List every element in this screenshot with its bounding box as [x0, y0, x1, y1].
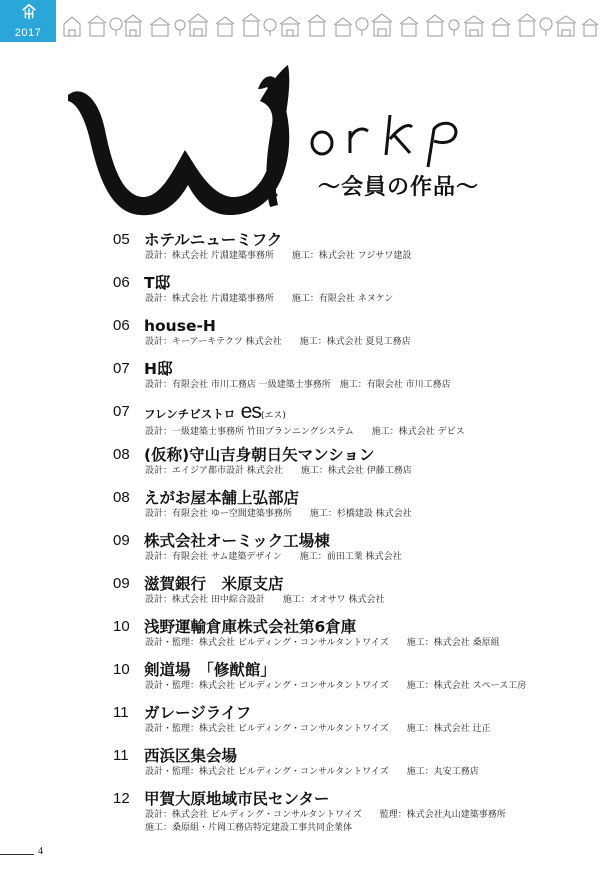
work-title: H邸 — [144, 360, 173, 378]
work-credit: 設計：有限会社 サム建築デザイン 施工：前田工業 株式会社 — [145, 552, 402, 562]
work-title: ガレージライフ — [144, 704, 252, 722]
footer-rule — [0, 854, 34, 855]
page-number: 10 — [113, 661, 130, 678]
work-credit: 設計：有限会社 ゆー空間建築事務所 施工：杉橋建設 株式会社 — [145, 509, 412, 519]
list-item — [113, 359, 451, 392]
footer-page-number: 4 — [38, 846, 43, 857]
page-number: 06 — [113, 274, 130, 291]
work-title: 株式会社オーミック工場棟 — [144, 532, 330, 550]
work-credit: 設計・監理：株式会社 ビルディング・コンサルタントワイズ 施工：株式会社 桑原組 — [145, 638, 500, 648]
year-badge — [0, 0, 56, 42]
page-number: 08 — [113, 489, 130, 506]
list-item — [113, 531, 402, 564]
work-title — [144, 402, 465, 426]
work-title: 西浜区集会場 — [144, 747, 238, 765]
page-number: 07 — [113, 360, 130, 377]
work-credit: 設計：キーアーキテクツ 株式会社 施工：株式会社 夏見工務店 — [145, 337, 411, 347]
work-title: T邸 — [144, 274, 171, 292]
list-item — [113, 488, 412, 521]
work-credit: 施工：桑原組・片岡工務店特定建設工事共同企業体 — [145, 823, 353, 833]
list-item — [113, 617, 500, 650]
list-item — [113, 316, 411, 349]
work-title: 剣道場 「修猷館」 — [144, 661, 276, 679]
page-number: 08 — [113, 446, 130, 463]
page-number: 10 — [113, 618, 130, 635]
work-title: 浅野運輸倉庫株式会社第6倉庫 — [144, 618, 357, 636]
work-credit: 設計・監理：株式会社 ビルディング・コンサルタントワイズ 施工：株式会社 辻正 — [145, 724, 491, 734]
page-number: 09 — [113, 575, 130, 592]
list-item — [113, 445, 412, 478]
work-title: house-H — [144, 317, 216, 335]
works-calligraphy-title — [60, 55, 490, 230]
work-title: 甲賀大原地域市民センター — [144, 790, 330, 808]
page-number: 11 — [113, 704, 129, 721]
work-credit: 設計：一級建築士事務所 竹田プランニングシステム 施工：株式会社 デビス — [145, 427, 465, 437]
list-item — [113, 660, 526, 693]
list-item — [113, 574, 384, 607]
work-title: (仮称)守山吉身朝日矢マンション — [144, 446, 375, 464]
list-item — [113, 402, 465, 439]
work-credit: 設計・監理：株式会社 ビルディング・コンサルタントワイズ 施工：株式会社 スペース工房 — [145, 681, 527, 691]
work-title: えがお屋本舗上弘部店 — [144, 489, 300, 507]
list-item — [113, 746, 479, 779]
page-number: 12 — [113, 790, 130, 807]
list-item — [113, 230, 411, 263]
work-credit: 設計：株式会社 ビルディング・コンサルタントワイズ 監理：株式会社丸山建築事務所 — [145, 810, 506, 820]
work-credit: 設計：有限会社 市川工務店 一級建築士事務所 施工：有限会社 市川工務店 — [145, 380, 451, 390]
list-item — [113, 789, 506, 835]
page-number: 06 — [113, 317, 130, 334]
work-title-prefix: フレンチビストロ — [144, 407, 236, 421]
page-number: 05 — [113, 231, 130, 248]
work-credit: 設計：株式会社 田中綜合設計 施工：オオサワ 株式会社 — [145, 595, 385, 605]
page-number: 11 — [113, 747, 129, 764]
work-credit: 設計：株式会社 片淵建築事務所 施工：有限会社 ネヌケン — [145, 294, 394, 304]
year-label: 2017 — [14, 27, 42, 39]
work-title-reading: (エス) — [260, 411, 286, 421]
association-logo-icon — [20, 3, 38, 21]
page-number: 09 — [113, 532, 130, 549]
page-number: 07 — [113, 403, 130, 420]
work-title-main: es — [240, 400, 261, 423]
house-row-decoration-icon — [60, 10, 600, 38]
work-credit: 設計：エイジア都市設計 株式会社 施工：株式会社 伊藤工務店 — [145, 466, 412, 476]
work-credit: 設計・監理：株式会社 ビルディング・コンサルタントワイズ 施工：丸安工務店 — [145, 767, 479, 777]
work-title: 滋賀銀行 米原支店 — [144, 575, 284, 593]
work-title: ホテルニューミフク — [144, 231, 283, 249]
work-credit: 設計：株式会社 片淵建築事務所 施工：株式会社 フジサワ建設 — [145, 251, 412, 261]
list-item — [113, 273, 393, 306]
works-subtitle: 〜会員の作品〜 — [318, 175, 480, 200]
list-item — [113, 703, 491, 736]
